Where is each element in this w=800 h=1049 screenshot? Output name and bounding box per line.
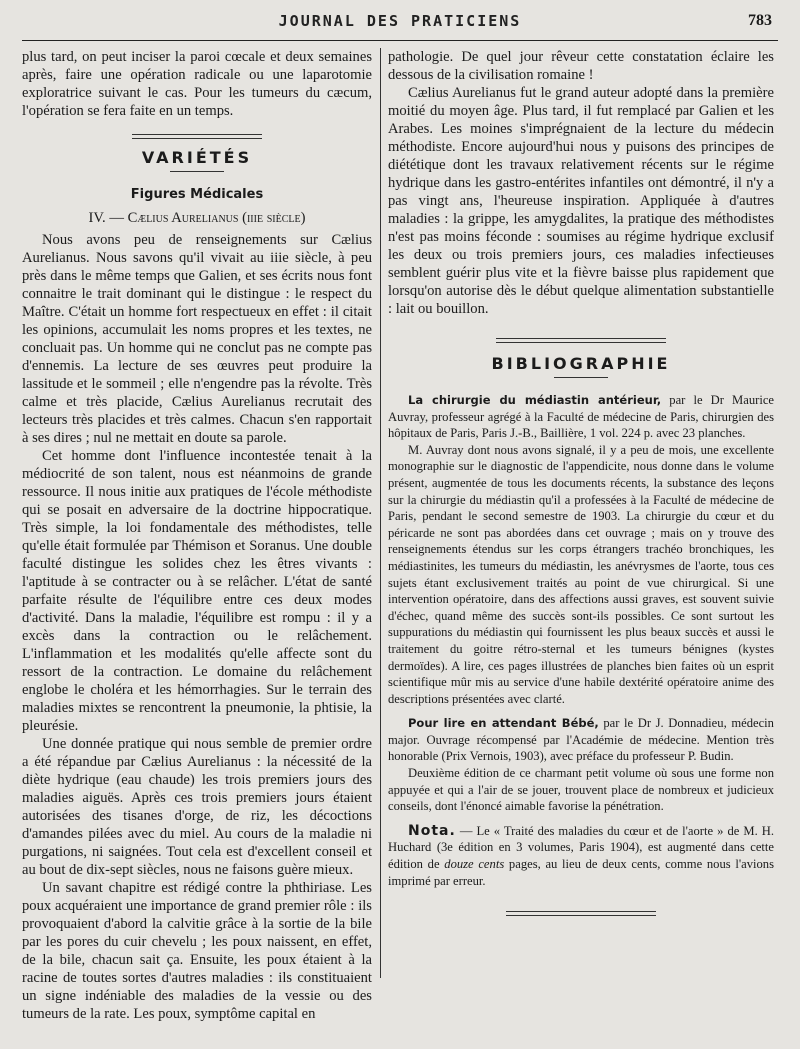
review-text: Deuxième édition de ce charmant petit volume où sous une forme non appuyée et qui a l'air de se jouer, trouvent place de nombreux et judicieux conseils, dont l'énoncé aimable favorise la pénétration. <box>388 766 774 814</box>
book-title: La chirurgie du médiastin antérieur, <box>408 393 662 407</box>
chapter-number: IV. — <box>88 210 128 226</box>
paragraph: Un savant chapitre est rédigé contre la phthiriase. Les poux acquéraient une importance de grand premier rôle : ils provoquaient d'abord la calvitie grâce à la sortie de la bile par les pores du cuir chevelu ; les poux naissent, en effet, de la bile, chacun sait ça. Ensuite, les poux étaient à la racine de toutes sortes d'autres maladies : ils constituaient un signe indéniable des maladies de la vessie ou des tumeurs de la rate. Les poux, symptôme capital en <box>22 880 372 1022</box>
paragraph: Cælius Aurelianus fut le grand auteur adopté dans la première moitié du moyen âge. Plus tard, il fut remplacé par Galien et les Arabes. Les moines s'imprégnaient de la lecture du médecin méthodiste. Encore aujourd'hui nous y puisons des principes de diététique dont les travaux relativement récents sur le régime hydrique dans les gastro-entérites infantiles ont démontré, il n'y a pas vingt ans, l'heureuse inspiration. Appliquée à d'autres maladies : la grippe, les amygdalites, la pratique des méthodistes n'est pas moins féconde : soumises au régime hydrique exclusif les deux ou trois premiers jours, ces maladies infectieuses semblent guérir plus vite et la fièvre baisse plus rapidement que lorsqu'on autorise dès le début quelque alimentation substantielle : lait ou bouillon. <box>388 85 774 317</box>
paragraph: Nous avons peu de renseignements sur Cælius Aurelianus. Nous savons qu'il vivait au iiie siècle, à peu près dans le même temps que Galien, et ses écrits nous font connaitre le trait dominant qui le distingue : le respect du Maître. C'était un homme fort respectueux en effet : il citait les opinions, accumulait les noms propres et les textes, ne concluait pas. Un homme qui ne conclut pas ne compte pas d'ennemis. La lecture de ses œuvres peut produire la lassitude et le sommeil ; elle n'engendre pas la révolte. Très calme et très placide, Cælius Aurelianus recrutait des lecteurs très placides et très calmes. Chacun s'en rapportait à ses dires ; nul ne mettait en doute sa parole. <box>22 232 372 446</box>
paragraph: pathologie. De quel jour rêveur cette constatation éclaire les dessous de la civilisation romaine ! <box>388 49 774 83</box>
review-text: M. Auvray dont nous avons signalé, il y a peu de mois, une excellente monographie sur le diagnostic de l'appendicite, nous donne dans le volume présent, augmentée de tous les documents récents, la substance des leçons sur la chirurgie du médiastin qu'il a professées à la Faculté de médecine de Paris, pendant le second semestre de 1903. La chirurgie du cœur et du péricarde ne sont pas abordées dans cet ouvrage ; mais on y trouve des renseignements étendus sur les corps étrangers trachéo bronchiques, les médiastinites, les tumeurs du médiastin, les anévrysmes de l'aorte, tous ces sujets étant exclusivement traités au point de vue chirurgical. Si une intervention opératoire, dans des affections aussi graves, est souvent suivie d'échec, quand même des succès sont-ils possibles. Ce sont surtout les suppurations du médiastin qui fournissent les plus beaux succès et aussi le traitement du goitre rétro-sternal et les tumeurs bénignes (kystes dermoïdes). A lire, ces pages illustrées de planches bien faites où un esprit scientifique mûr mis au service d'une habile dextérité opératoire anime des descriptions présentées avec clarté. <box>388 442 774 706</box>
nota-emphasis: douze cents <box>444 857 505 872</box>
intro-paragraph: plus tard, on peut inciser la paroi cœcale et deux semaines après, faire une opération radicale ou une laparotomie exploratrice suivant le cas. Pour les tumeurs du cæcum, l'opération se fera faite en un temps. <box>22 49 372 119</box>
page-number: 783 <box>748 12 772 29</box>
right-column <box>388 48 774 916</box>
end-rule <box>506 911 656 916</box>
nota-paragraph <box>388 823 774 889</box>
section-title-varietes: VARIÉTÉS <box>141 148 253 167</box>
paragraph: Cet homme dont l'influence incontestée tenait à la médiocrité de son talent, nous est néanmoins de grande ressource. Il nous initie aux pratiques de l'école méthodiste qui se posait en adversaire de la doctrine hippocratique. Très simple, la loi fondamentale des méthodistes, telle qu'elle était formulée par Thémison et Soranus. Une double faculté distingue les solides chez les êtres vivants : l'aptitude à se contracter ou à se relâcher. L'état de santé parfaite résulte de l'équilibre entre ces deux modes d'activité. Dans la maladie, l'équilibre est rompu : il y a excès dans la contraction ou le relâchement. L'inflammation et les modalités qu'elle affecte sont du ressort de la contraction. Le domaine du relâchement englobe le choléra et les hémorrhagies. Sur le terrain des maladies mixtes se rencontrent la pneumonie, la phtisie, la pleurésie. <box>22 448 372 734</box>
book-details: par le Dr J. Donnadieu, médecin major. Ouvrage récompensé par l'Académie de médecine. Mention très honorable (Prix Vernois, 1903), avec préface du professeur P. Budin. <box>388 716 774 764</box>
section-rule <box>132 134 262 139</box>
left-column <box>22 48 372 1023</box>
journal-title: JOURNAL DES PRATICIENS <box>278 12 522 30</box>
book-details: par le Dr Maurice Auvray, professeur agrégé à la Faculté de médecine de Paris, chirurgien des hôpitaux de Paris, Paris J.-B., Baillière, 1 vol. 224 p. avec 23 planches. <box>388 393 774 441</box>
header-rule <box>22 40 778 41</box>
paragraph: Une donnée pratique qui nous semble de premier ordre a été répandue par Cælius Aurelianus : la nécessité de la diète hydrique (eau chaude) les trois premiers jours des maladies aiguës. Après ces trois premiers jours étaient autorisées des tisanes d'orge, de riz, les décoctions d'amandes pilées avec du miel. Au cours de la maladie ni purgations, ni saignées. Tout cela est d'excellent conseil et au bout de dix-sept siècles, nous ne faisons guère mieux. <box>22 736 372 878</box>
section-underline <box>554 377 608 378</box>
section-rule <box>496 338 666 343</box>
bibliography-entries <box>388 392 774 889</box>
bibliography-entry-2 <box>388 715 774 765</box>
page-header <box>0 0 800 38</box>
chapter-heading <box>22 209 372 227</box>
column-divider <box>380 48 381 978</box>
nota-text-b: pages, au lieu de deux cents, comme nous l'avions imprimé par erreur. <box>388 857 774 888</box>
section-title-bibliographie: BIBLIOGRAPHIE <box>491 354 671 373</box>
chapter-century: (iiie siècle) <box>238 210 306 226</box>
section-underline <box>170 171 224 172</box>
nota-text-a: — Le « Traité des maladies du cœur et de l'aorte » de M. H. Huchard (3e édition en 3 volumes, Paris 1904), est augmenté dans cette édition de <box>388 823 774 872</box>
book-title: Pour lire en attendant Bébé, <box>408 716 599 731</box>
chapter-name: Cælius Aurelianus <box>127 210 239 226</box>
bibliography-entry-1 <box>388 392 774 442</box>
subheading: Figures Médicales <box>130 187 264 202</box>
nota-label: Nota. <box>408 822 456 839</box>
